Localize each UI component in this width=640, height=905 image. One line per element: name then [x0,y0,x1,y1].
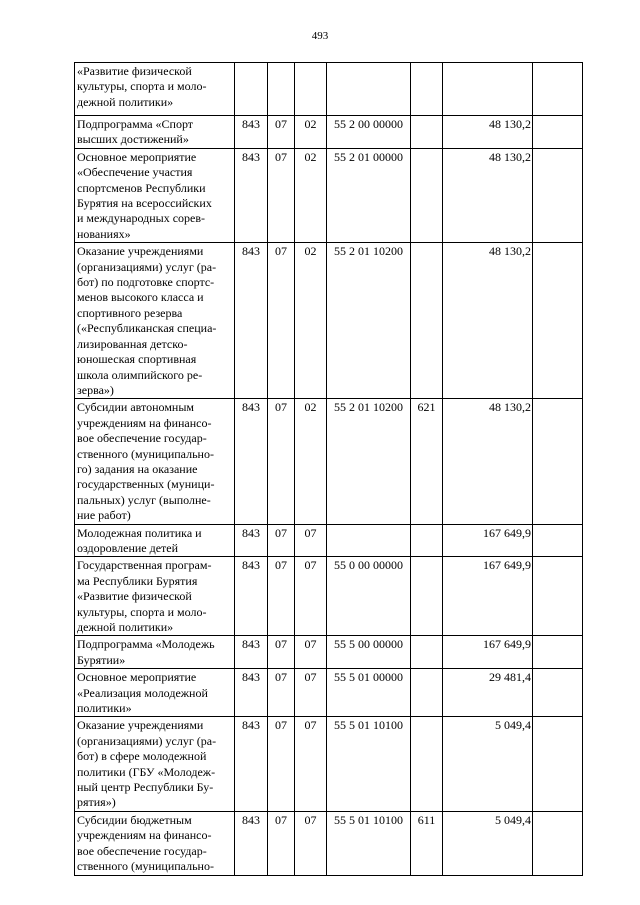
subsection-code-cell: 02 [295,243,327,399]
row-name-line: дежной политики» [77,94,174,109]
row-name-line: менов высокого класса и [77,290,204,305]
target-article-cell: 55 2 01 10200 [327,243,411,399]
subsection-code-cell: 02 [295,116,327,149]
extra-amount-cell [533,811,583,875]
target-article-cell: 55 5 01 10100 [327,717,411,811]
section-code-cell: 07 [268,669,295,717]
row-name-line: бот) в сфере молодежной [77,749,207,764]
extra-amount-cell [533,116,583,149]
section-code-cell: 07 [268,717,295,811]
row-name-cell [75,524,235,557]
row-name-line: зерва») [77,382,114,397]
row-name-cell [75,717,235,811]
expense-type-cell [411,557,443,636]
expense-type-cell: 611 [411,811,443,875]
row-name-line: и международных сорев- [77,211,206,226]
amount-cell: 167 649,9 [443,636,533,669]
row-name-line: (организациями) услуг (ра- [77,259,217,274]
expense-type-cell [411,116,443,149]
amount-cell: 167 649,9 [443,524,533,557]
expense-type-cell [411,63,443,116]
row-name-line: «Реализация молодежной [77,685,208,700]
extra-amount-cell [533,717,583,811]
ministry-code-cell: 843 [235,116,268,149]
ministry-code-cell: 843 [235,811,268,875]
row-name-line: Оказание учреждениями [77,718,204,733]
row-name-line: Оказание учреждениями [77,244,204,259]
subsection-code-cell: 07 [295,811,327,875]
subsection-code-cell [295,63,327,116]
row-name-line: «Развитие физической [77,64,192,78]
expense-type-cell [411,524,443,557]
row-name-line: («Республиканская специа- [77,321,217,336]
row-name-line: вое обеспечение государ- [77,431,207,446]
row-name-line: высших достижений» [77,132,189,147]
row-name-line: вое обеспечение государ- [77,843,207,858]
amount-cell: 48 130,2 [443,399,533,524]
row-name-line: учреждениям на финансо- [77,828,212,843]
target-article-cell: 55 2 01 10200 [327,399,411,524]
subsection-code-cell: 02 [295,399,327,524]
budget-table-body [75,63,583,876]
extra-amount-cell [533,399,583,524]
subsection-code-cell: 07 [295,557,327,636]
extra-amount-cell [533,243,583,399]
row-name-line: (организациями) услуг (ра- [77,733,217,748]
ministry-code-cell: 843 [235,524,268,557]
row-name-line: пальных) услуг (выполне- [77,492,211,507]
extra-amount-cell [533,63,583,116]
section-code-cell: 07 [268,811,295,875]
amount-cell: 167 649,9 [443,557,533,636]
row-name-line: Государственная програм- [77,558,212,573]
row-name-cell [75,63,235,116]
table-row [75,148,583,242]
section-code-cell: 07 [268,636,295,669]
extra-amount-cell [533,557,583,636]
row-name-line: ный центр Республики Бу- [77,780,214,795]
table-row [75,116,583,149]
row-name-line: государственных (муници- [77,477,215,492]
row-name-line: школа олимпийского ре- [77,367,203,382]
budget-table [74,62,583,876]
row-name-line: рятия») [77,795,116,810]
row-name-cell [75,557,235,636]
section-code-cell: 07 [268,243,295,399]
ministry-code-cell: 843 [235,557,268,636]
section-code-cell: 07 [268,148,295,242]
expense-type-cell [411,148,443,242]
row-name-line: бот) по подготовке спортс- [77,275,215,290]
row-name-line: го) задания на оказание [77,461,198,476]
section-code-cell: 07 [268,557,295,636]
table-row [75,669,583,717]
extra-amount-cell [533,669,583,717]
ministry-code-cell: 843 [235,148,268,242]
subsection-code-cell: 07 [295,669,327,717]
target-article-cell: 55 2 00 00000 [327,116,411,149]
expense-type-cell: 621 [411,399,443,524]
target-article-cell: 55 5 01 10100 [327,811,411,875]
row-name-line: ма Республики Бурятия [77,573,198,588]
section-code-cell [268,63,295,116]
table-row [75,524,583,557]
extra-amount-cell [533,148,583,242]
amount-cell: 48 130,2 [443,243,533,399]
row-name-line: нованиях» [77,226,131,241]
ministry-code-cell: 843 [235,636,268,669]
amount-cell: 48 130,2 [443,148,533,242]
amount-cell [443,63,533,116]
expense-type-cell [411,243,443,399]
row-name-line: спортивного резерва [77,305,183,320]
row-name-line: культуры, спорта и моло- [77,604,207,619]
target-article-cell: 55 2 01 00000 [327,148,411,242]
ministry-code-cell [235,63,268,116]
expense-type-cell [411,669,443,717]
row-name-line: «Обеспечение участия [77,165,193,180]
table-row [75,557,583,636]
amount-cell: 48 130,2 [443,116,533,149]
ministry-code-cell: 843 [235,717,268,811]
row-name-line: Подпрограмма «Молодежь [77,637,215,652]
row-name-cell [75,811,235,875]
row-name-line: Молодежная политика и [77,525,202,540]
extra-amount-cell [533,524,583,557]
row-name-cell [75,399,235,524]
target-article-cell [327,63,411,116]
ministry-code-cell: 843 [235,669,268,717]
row-name-line: учреждениям на финансо- [77,415,212,430]
row-name-line: спортсменов Республики [77,180,206,195]
table-row [75,717,583,811]
row-name-line: Основное мероприятие [77,149,197,164]
amount-cell: 5 049,4 [443,811,533,875]
row-name-line: Субсидии автономным [77,400,194,415]
table-row [75,63,583,116]
row-name-line: ние работ) [77,508,131,523]
table-row [75,399,583,524]
section-code-cell: 07 [268,399,295,524]
row-name-cell [75,636,235,669]
row-name-line: «Развитие физической [77,589,192,604]
row-name-line: Подпрограмма «Спорт [77,117,194,131]
row-name-cell [75,669,235,717]
section-code-cell: 07 [268,524,295,557]
amount-cell: 5 049,4 [443,717,533,811]
amount-cell: 29 481,4 [443,669,533,717]
table-row [75,243,583,399]
target-article-cell: 55 5 01 00000 [327,669,411,717]
subsection-code-cell: 07 [295,524,327,557]
row-name-line: ственного (муниципально- [77,859,214,874]
row-name-line: лизированная детско- [77,336,188,351]
row-name-line: ственного (муниципально- [77,446,214,461]
row-name-line: Субсидии бюджетным [77,812,192,827]
target-article-cell [327,524,411,557]
page-number: 493 [311,30,329,42]
ministry-code-cell: 843 [235,243,268,399]
subsection-code-cell: 07 [295,717,327,811]
target-article-cell: 55 5 00 00000 [327,636,411,669]
subsection-code-cell: 02 [295,148,327,242]
row-name-line: Бурятия на всероссийских [77,196,212,211]
expense-type-cell [411,717,443,811]
row-name-line: юношеская спортивная [77,352,197,367]
row-name-cell [75,243,235,399]
row-name-cell [75,148,235,242]
section-code-cell: 07 [268,116,295,149]
extra-amount-cell [533,636,583,669]
row-name-line: Основное мероприятие [77,670,197,685]
table-row [75,636,583,669]
row-name-cell [75,116,235,149]
row-name-line: политики» [77,701,132,716]
subsection-code-cell: 07 [295,636,327,669]
table-row [75,811,583,875]
target-article-cell: 55 0 00 00000 [327,557,411,636]
row-name-line: дежной политики» [77,620,174,634]
row-name-line: оздоровление детей [77,540,179,555]
expense-type-cell [411,636,443,669]
ministry-code-cell: 843 [235,399,268,524]
row-name-line: Бурятии» [77,652,126,667]
row-name-line: культуры, спорта и моло- [77,79,207,94]
row-name-line: политики (ГБУ «Молодеж- [77,764,216,779]
